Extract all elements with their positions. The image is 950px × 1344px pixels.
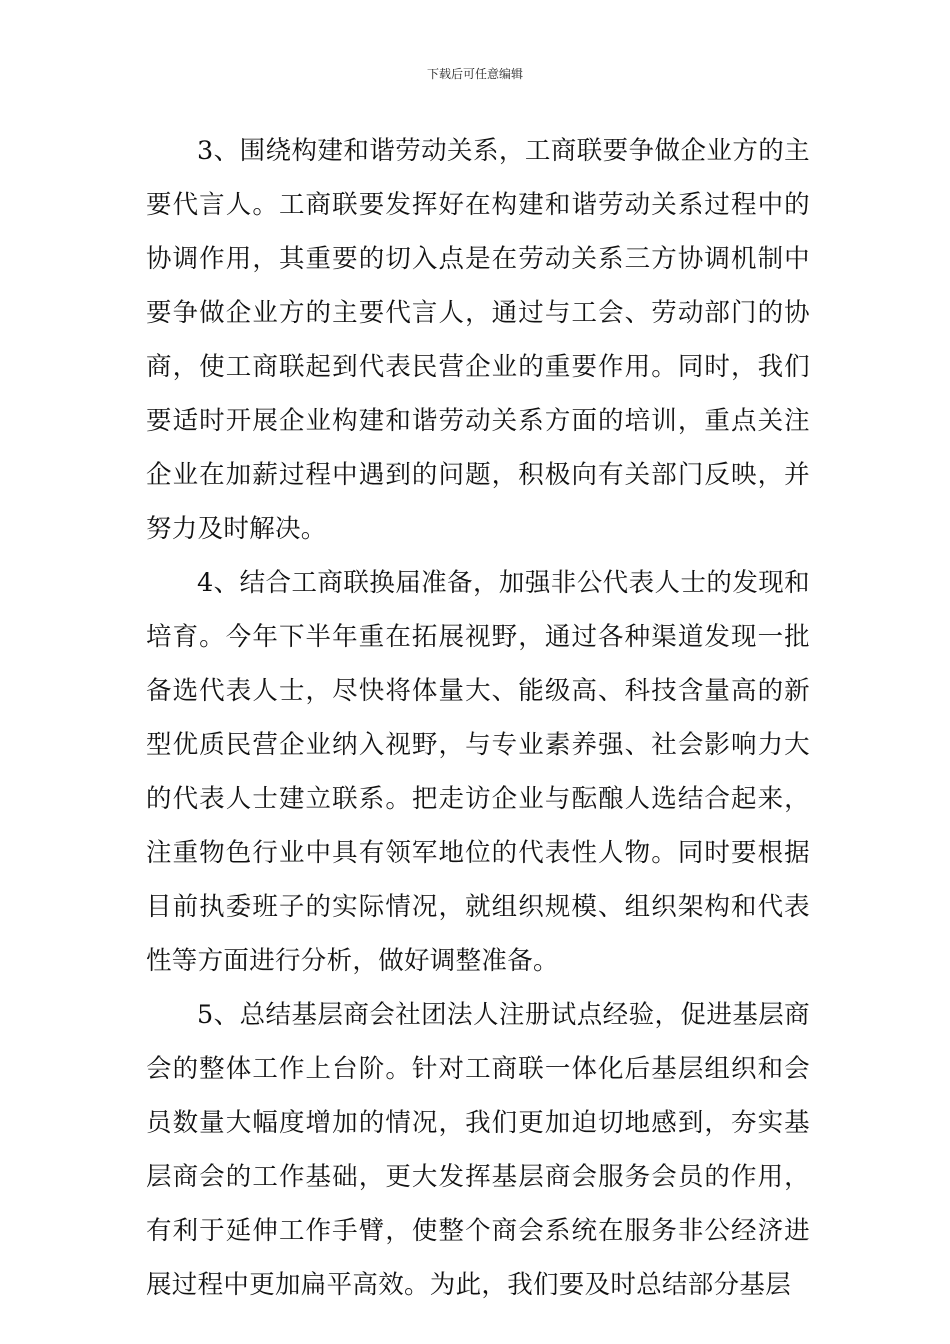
page-header-note: 下载后可任意编辑 [426,67,523,81]
paragraph-5: 5、总结基层商会社团法人注册试点经验，促进基层商会的整体工作上台阶。针对工商联一体化后基层组织和会员数量大幅度增加的情况，我们更加迫切地感到，夯实基层商会的工作基础，更大发挥基层商会服务会员的作用，有利于延伸工作手臂，使整个商会系统在服务非公经济进展过程中更加扁平高效。为此，我们要及时总结部分基层 [146,1000,810,1300]
paragraph-3: 3、围绕构建和谐劳动关系，工商联要争做企业方的主要代言人。工商联要发挥好在构建和谐劳动关系过程中的协调作用，其重要的切入点是在劳动关系三方协调机制中要争做企业方的主要代言人，通过与工会、劳动部门的协商，使工商联起到代表民营企业的重要作用。同时，我们要适时开展企业构建和谐劳动关系方面的培训，重点关注企业在加薪过程中遇到的问题，积极向有关部门反映，并努力及时解决。 [146,136,810,544]
paragraph-4: 4、结合工商联换届准备，加强非公代表人士的发现和培育。今年下半年重在拓展视野，通过各种渠道发现一批备选代表人士，尽快将体量大、能级高、科技含量高的新型优质民营企业纳入视野，与专业素养强、社会影响力大的代表人士建立联系。把走访企业与酝酿人选结合起来，注重物色行业中具有领军地位的代表性人物。同时要根据目前执委班子的实际情况，就组织规模、组织架构和代表性等方面进行分析，做好调整准备。 [146,568,810,976]
document-body [146,124,810,1312]
